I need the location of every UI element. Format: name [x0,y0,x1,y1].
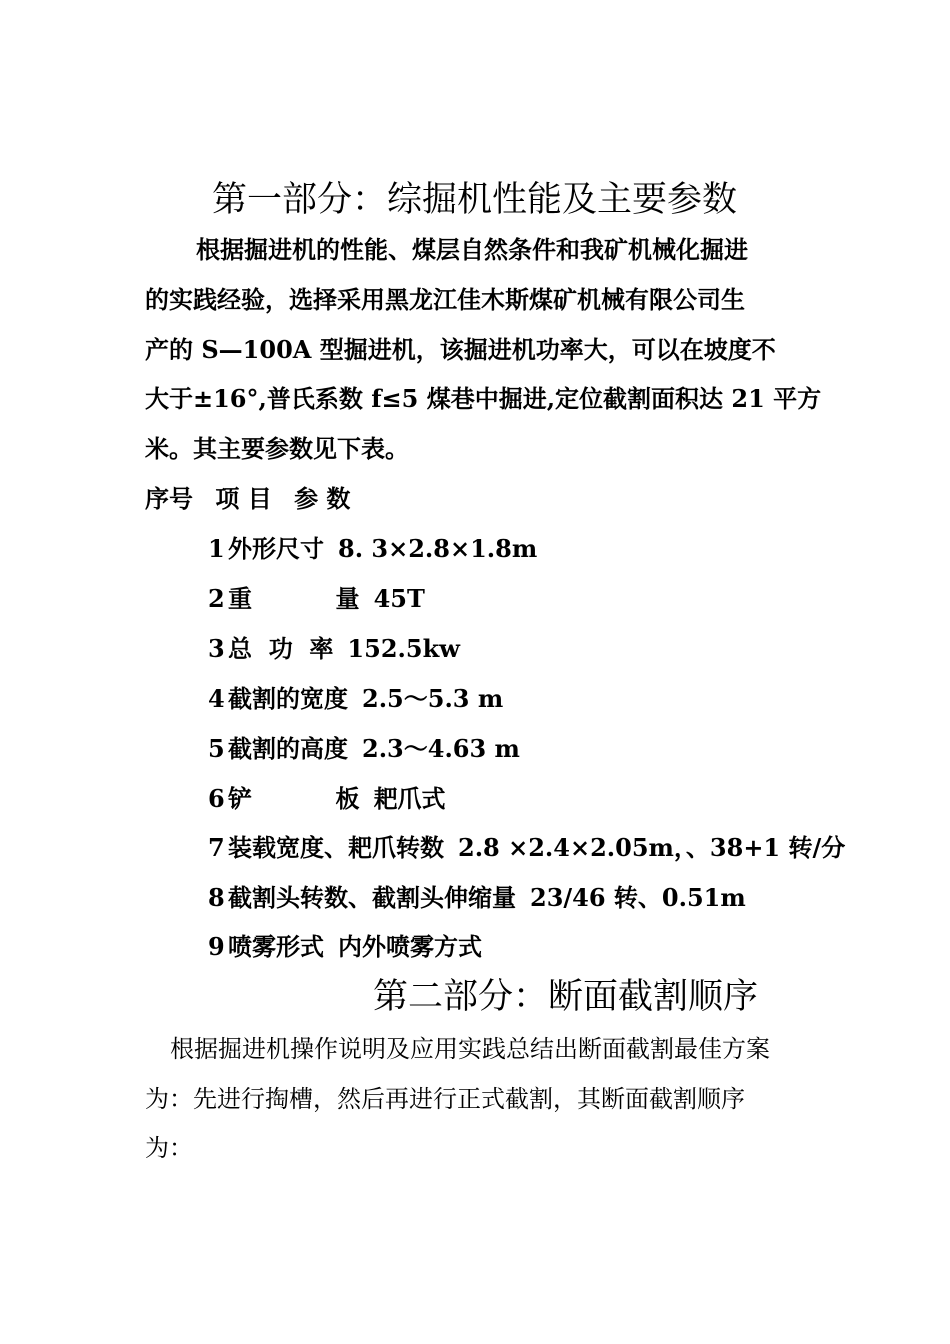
row-value: 2.3～4.63 m [362,734,520,763]
part1-title: 第一部分：综掘机性能及主要参数 [212,180,738,220]
header-number: 序号 [145,484,193,513]
params-table-header [145,484,364,513]
row-number: 2 [208,584,225,613]
row-value: 内外喷雾方式 [338,932,482,961]
header-value: 参 数 [294,484,351,513]
row-number: 6 [208,784,225,813]
part1-paragraph-line: 的实践经验，选择采用黑龙江佳木斯煤矿机械有限公司生 [145,285,745,314]
table-row [208,734,520,763]
row-number: 4 [208,684,225,713]
table-row [208,684,504,713]
row-item: 喷雾形式 [228,932,324,961]
table-row [208,883,746,912]
part1-paragraph-line: 根据掘进机的性能、煤层自然条件和我矿机械化掘进 [196,235,748,264]
row-item: 截割的高度 [228,734,348,763]
row-item: 外形尺寸 [228,534,324,563]
row-number: 8 [208,883,225,912]
row-item: 重 量 [228,584,360,613]
table-row [208,833,846,862]
table-row [208,634,460,663]
row-value: 2.8 ×2.4×2.05m，、38+1 转/分 [458,833,846,862]
row-item: 截割头转数、截割头伸缩量 [228,883,516,912]
row-value: 45T [373,584,425,613]
table-row [208,584,425,613]
part2-paragraph-line: 为：先进行掏槽，然后再进行正式截割，其断面截割顺序 [145,1085,745,1113]
row-item: 总 功 率 [228,634,334,663]
row-item: 铲 板 [228,784,360,813]
part1-paragraph-line: 米。其主要参数见下表。 [145,434,409,463]
row-value: 23/46 转、0.51m [530,883,746,912]
row-number: 1 [208,534,225,563]
row-number: 9 [208,932,225,961]
part2-paragraph-line: 为： [145,1134,193,1162]
table-row [208,932,482,961]
row-value: 8. 3×2.8×1.8m [338,534,538,563]
row-number: 3 [208,634,225,663]
table-row [208,784,446,813]
row-number: 7 [208,833,225,862]
row-number: 5 [208,734,225,763]
header-item: 项 目 [215,484,272,513]
part1-paragraph-line: 大于±16°,普氏系数 f≤5 煤巷中掘进,定位截割面积达 21 平方 [145,384,822,413]
table-row [208,534,538,563]
row-value: 耙爪式 [373,784,446,813]
part2-paragraph-line: 根据掘进机操作说明及应用实践总结出断面截割最佳方案 [170,1035,770,1063]
row-value: 2.5～5.3 m [362,684,504,713]
part2-title: 第二部分：断面截割顺序 [373,977,759,1017]
row-item: 截割的宽度 [228,684,348,713]
row-value: 152.5kw [347,634,460,663]
part1-paragraph-line: 产的 S—100A 型掘进机，该掘进机功率大，可以在坡度不 [145,335,776,364]
row-item: 装载宽度、耙爪转数 [228,833,444,862]
